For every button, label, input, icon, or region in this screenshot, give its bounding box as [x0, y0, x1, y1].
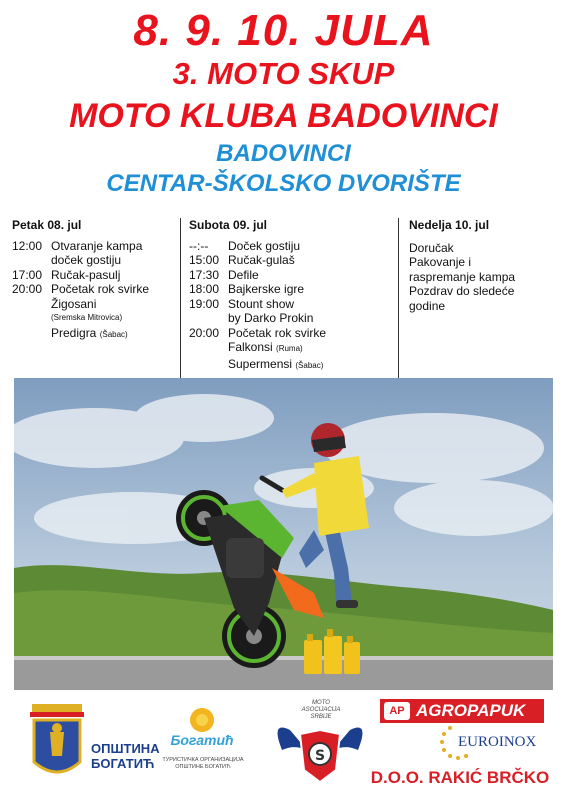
- schedule-time: 12:00: [12, 238, 43, 253]
- tourism-org-name: Богатић: [170, 732, 234, 748]
- moto-association-title: [300, 700, 342, 721]
- schedule-activity: by Darko Prokin: [228, 311, 314, 325]
- band-origin: (Šabac): [295, 360, 324, 370]
- schedule-activity: Pozdrav do sledeće: [409, 284, 515, 298]
- rakic-brcko-logo: D.O.O. RAKIĆ BRČKO: [370, 768, 550, 787]
- svg-text:S: S: [314, 748, 326, 764]
- schedule-time: 18:00: [189, 282, 220, 296]
- band-name: Supermensi: [228, 356, 293, 371]
- schedule-band-row: [189, 357, 394, 374]
- band-name: Falkonsi: [228, 340, 273, 354]
- schedule-band-row: [189, 340, 394, 357]
- schedule: [8, 218, 559, 378]
- moto-association-line3: SRBIJE: [310, 714, 332, 720]
- schedule-activity: raspremanje kampa: [409, 269, 516, 284]
- day-heading: Subota 09. jul: [189, 218, 268, 232]
- municipality-line1: ОПШТИНА: [91, 741, 160, 756]
- stunt-rider-photo: [14, 378, 553, 690]
- schedule-time: 20:00: [189, 325, 220, 340]
- schedule-time: 17:00: [12, 267, 43, 282]
- euroinox-logo: EUROINOX: [458, 734, 537, 750]
- schedule-row: [189, 282, 394, 297]
- schedule-saturday: [180, 218, 398, 378]
- band-origin: (Sremska Mitrovica): [51, 313, 123, 322]
- agropapuk-name: AGROPAPUK: [416, 701, 526, 720]
- schedule-time: 20:00: [12, 282, 43, 296]
- schedule-activity: Stount show: [228, 296, 295, 311]
- schedule-activity: Bajkerske igre: [228, 282, 305, 296]
- schedule-activity: Otvaranje kampa: [51, 238, 143, 253]
- municipality-name: [91, 741, 160, 771]
- schedule-activity: Defile: [228, 267, 259, 282]
- band-name: Predigra: [51, 325, 97, 340]
- day-heading: Nedelja 10. jul: [409, 218, 490, 232]
- schedule-band-row: [12, 326, 176, 343]
- schedule-row: [189, 253, 394, 268]
- band-origin: (Ruma): [276, 344, 303, 353]
- schedule-activity: Pakovanje i: [409, 255, 472, 269]
- tourism-sun-icon: [190, 708, 214, 732]
- schedule-activity: Ručak-gulaš: [228, 253, 295, 267]
- band-name: Žigosani: [51, 296, 97, 311]
- schedule-row: [12, 239, 176, 254]
- schedule-row: [189, 268, 394, 283]
- schedule-row: [189, 239, 394, 254]
- event-title: 3. MOTO SKUP: [172, 56, 395, 91]
- schedule-activity: godine: [409, 298, 446, 313]
- schedule-activity: Ručak-pasulj: [51, 267, 121, 282]
- agropapuk-logo: [380, 699, 544, 723]
- schedule-activity: Doručak: [409, 240, 454, 255]
- schedule-activity: doček gostiju: [51, 253, 122, 267]
- schedule-row: [12, 268, 176, 283]
- moto-association-line1: MOTO: [312, 700, 330, 706]
- schedule-time: 15:00: [189, 253, 220, 267]
- road: [14, 658, 553, 690]
- band-origin: (Šabac): [99, 329, 128, 339]
- event-venue: CENTAR-ŠKOLSKO DVORIŠTE: [106, 170, 461, 197]
- schedule-friday: [8, 218, 180, 378]
- schedule-time: 19:00: [189, 296, 220, 311]
- event-dates: 8. 9. 10. JULA: [133, 6, 434, 55]
- club-name: MOTO KLUBA BADOVINCI: [69, 97, 498, 135]
- schedule-activity: Početak rok svirke: [51, 282, 150, 296]
- moto-association-logo-icon: [278, 728, 363, 783]
- municipality-coat-of-arms-icon: [30, 704, 84, 772]
- schedule-row: [189, 297, 394, 312]
- schedule-row: [12, 282, 176, 297]
- moto-association-line2: ASOCIJACIJA: [301, 707, 341, 713]
- schedule-row: [189, 326, 394, 341]
- tourism-org-sub1: ТУРИСТИЧКА ОРГАНИЗАЦИЈА: [162, 757, 244, 763]
- event-town: BADOVINCI: [216, 140, 351, 167]
- schedule-time: --:--: [189, 238, 209, 253]
- schedule-time: 17:30: [189, 267, 220, 282]
- schedule-activity: Doček gostiju: [228, 238, 301, 253]
- schedule-sunday: [398, 218, 559, 378]
- tourism-org-sub2: ОПШТИНЕ БОГАТИЋ: [175, 764, 231, 770]
- day-heading: Petak 08. jul: [12, 218, 82, 232]
- municipality-line2: БОГАТИЋ: [91, 756, 155, 771]
- agropapuk-badge: AP: [384, 702, 410, 720]
- schedule-activity: Početak rok svirke: [228, 325, 327, 340]
- tourism-org-subtitle: [158, 757, 248, 771]
